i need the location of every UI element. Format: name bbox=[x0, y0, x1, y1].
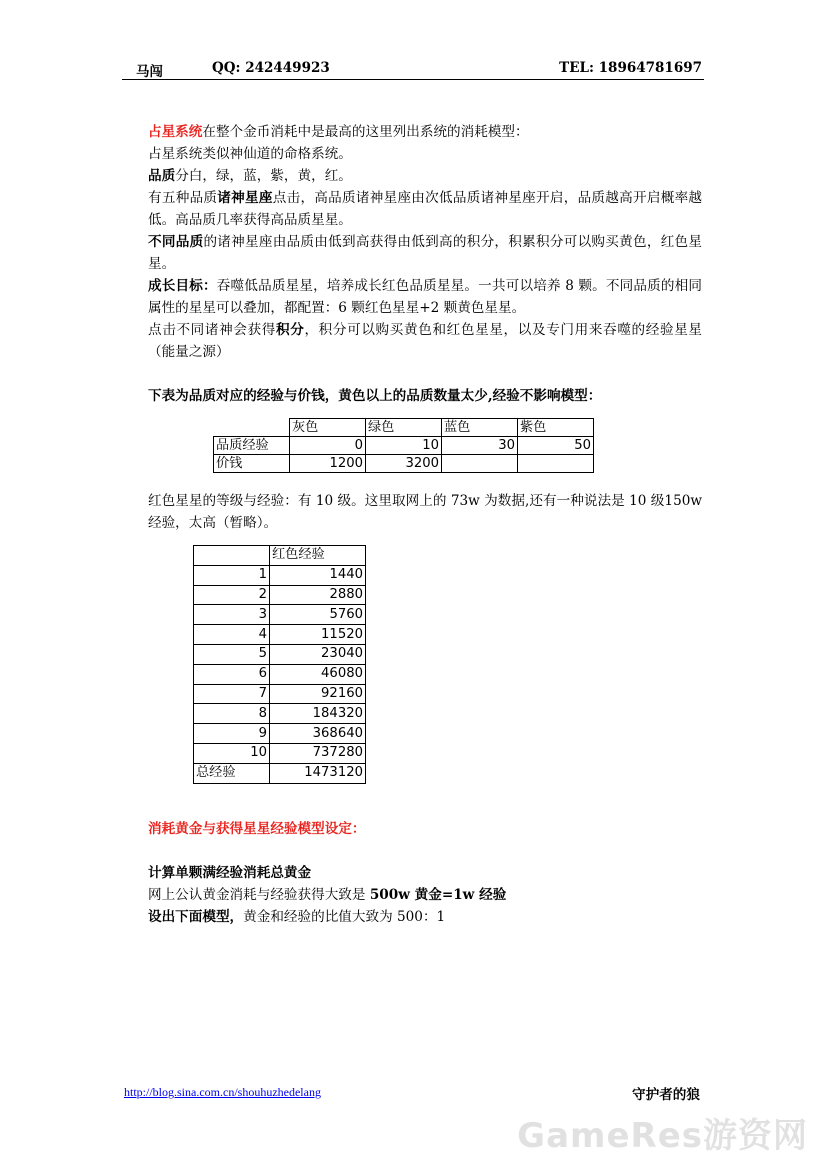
table-row: 6 46080 bbox=[194, 664, 366, 684]
red-star-paragraph: 红色星星的等级与经验：有 10 级。这里取网上的 73w 为数据,还有一种说法是 10 级150w 经验，太高（暂略）。 bbox=[148, 493, 702, 531]
author-tel: TEL: 18964781697 bbox=[559, 60, 702, 76]
quality-heading: 下表为品质对应的经验与价钱，黄色以上的品质数量太少,经验不影响模型： bbox=[148, 388, 602, 404]
table-cell bbox=[442, 455, 518, 473]
table-row bbox=[214, 437, 594, 455]
watermark-logo: GameRes游资网 bbox=[517, 1116, 808, 1156]
column-header: 蓝色 bbox=[442, 419, 518, 437]
author-name: 马闯 bbox=[136, 64, 163, 80]
table-row: 4 11520 bbox=[194, 625, 366, 645]
model-line-1: 网上公认黄金消耗与经验获得大致是 500w 黄金=1w 经验 bbox=[148, 887, 507, 903]
model-line-2: 设出下面模型，黄金和经验的比值大致为 500：1 bbox=[148, 909, 446, 925]
column-header: 绿色 bbox=[366, 419, 442, 437]
model-section bbox=[148, 818, 702, 928]
column-header: 灰色 bbox=[290, 419, 366, 437]
table-row: 2 2880 bbox=[194, 585, 366, 605]
table-cell: 0 bbox=[290, 437, 366, 455]
intro-paragraph-3: 品质分白，绿，蓝，紫，黄，红。 bbox=[148, 168, 352, 184]
table-row: 5 23040 bbox=[194, 644, 366, 664]
table-cell: 10 bbox=[366, 437, 442, 455]
page-footer bbox=[122, 1083, 704, 1105]
table-cell: 50 bbox=[518, 437, 594, 455]
intro-paragraph-2: 占星系统类似神仙道的命格系统。 bbox=[148, 146, 352, 162]
total-label: 总经验 bbox=[194, 763, 270, 783]
total-value: 1473120 bbox=[270, 763, 366, 783]
table-row: 10 737280 bbox=[194, 743, 366, 763]
intro-paragraph-4: 有五种品质诸神星座点击，高品质诸神星座由次低品质诸神星座开启，品质越高开启概率越低。高品质几率获得高品质星星。 bbox=[148, 190, 703, 228]
model-heading: 消耗黄金与获得星星经验模型设定： bbox=[148, 821, 366, 837]
table-row bbox=[194, 763, 366, 783]
row-label: 品质经验 bbox=[214, 437, 290, 455]
intro-paragraph-5: 不同品质的诸神星座由品质由低到高获得由低到高的积分，积累积分可以购买黄色，红色星星。 bbox=[148, 234, 703, 272]
column-header: 红色经验 bbox=[270, 546, 366, 566]
author-qq: QQ: 242449923 bbox=[212, 60, 330, 76]
table-cell: 30 bbox=[442, 437, 518, 455]
table-row: 7 92160 bbox=[194, 684, 366, 704]
intro-paragraph-6: 成长目标：吞噬低品质星星，培养成长红色品质星星。一共可以培养 8 颗。不同品质的相同属性的星星可以叠加，都配置：6 颗红色星星+2 颗黄色星星。 bbox=[148, 278, 703, 316]
table-row: 8 184320 bbox=[194, 704, 366, 724]
table-cell: 1200 bbox=[290, 455, 366, 473]
table-cell: 3200 bbox=[366, 455, 442, 473]
table-row: 1 1440 bbox=[194, 565, 366, 585]
table-cell bbox=[518, 455, 594, 473]
model-subheading: 计算单颗满经验消耗总黄金 bbox=[148, 865, 312, 881]
intro-paragraph-1: 占星系统在整个金币消耗中是最高的这里列出系统的消耗模型： bbox=[148, 124, 529, 140]
system-name: 占星系统 bbox=[148, 124, 203, 140]
table-row bbox=[214, 455, 594, 473]
table-row: 9 368640 bbox=[194, 724, 366, 744]
column-header: 紫色 bbox=[518, 419, 594, 437]
row-label: 价钱 bbox=[214, 455, 290, 473]
page-header bbox=[122, 58, 704, 80]
intro-section bbox=[148, 121, 702, 407]
red-exp-table bbox=[193, 545, 366, 784]
table-row bbox=[214, 419, 594, 437]
quality-table bbox=[213, 418, 594, 473]
table-row bbox=[194, 546, 366, 566]
table-row: 3 5760 bbox=[194, 605, 366, 625]
blog-link[interactable]: http://blog.sina.com.cn/shouhuzhedelang bbox=[124, 1085, 321, 1099]
author-signature: 守护者的狼 bbox=[632, 1087, 700, 1103]
intro-paragraph-7: 点击不同诸神会获得积分，积分可以购买黄色和红色星星，以及专门用来吞噬的经验星星（能量之源） bbox=[148, 322, 703, 360]
